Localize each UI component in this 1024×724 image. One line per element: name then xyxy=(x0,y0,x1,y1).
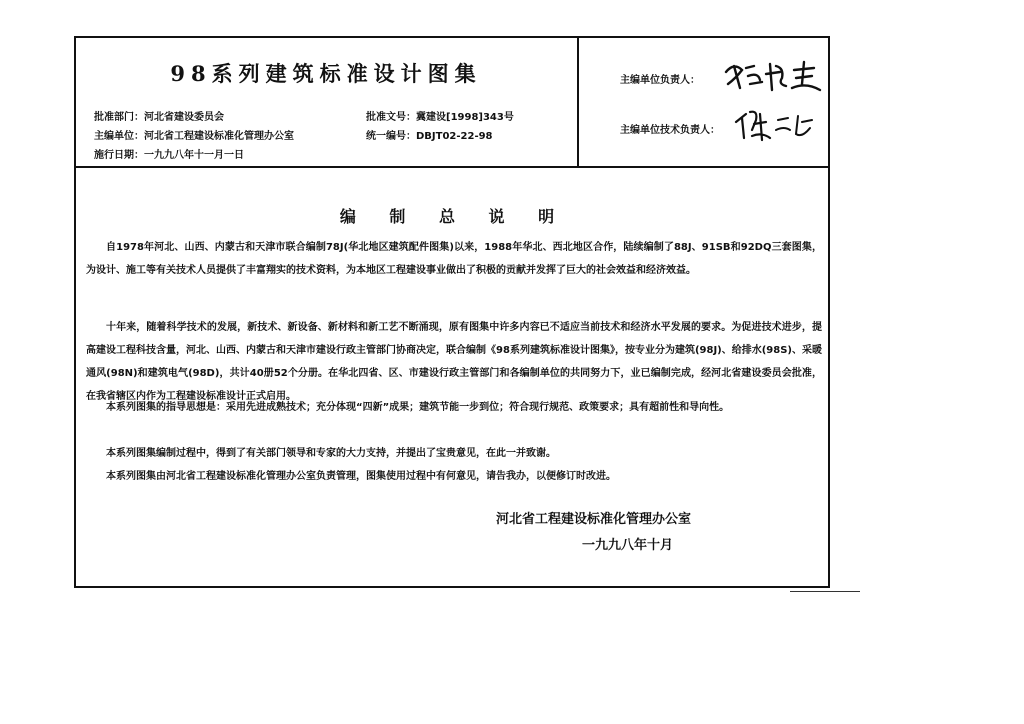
scan-edge-line xyxy=(790,591,860,592)
header-divider xyxy=(577,38,579,166)
paragraph-4: 本系列图集编制过程中，得到了有关部门领导和专家的大力支持，并提出了宝贵意见，在此一并致谢。 xyxy=(106,448,556,459)
approval-doc-no: 批准文号：冀建设[1998]343号 xyxy=(366,112,514,123)
signature-date: 一九九八年十月 xyxy=(582,538,674,553)
section-title: 编 制 总 说 明 xyxy=(339,207,569,226)
paragraph-1: 自1978年河北、山西、内蒙古和天津市联合编制78J(华北地区建筑配件图集)以来，1988年华北、西北地区合作，陆续编制了88J、91SB和92DQ三套图集，为设计、施工等有关技术人员提供了丰富翔实的技术资料，为本地区工程建设事业做出了积极的贡献并发挥了巨大的社会效益和经济效益。 xyxy=(86,242,822,276)
paragraph-5: 本系列图集由河北省工程建设标准化管理办公室负责管理，图集使用过程中有何意见，请告我办，以便修订时改进。 xyxy=(106,471,616,482)
approval-dept: 批准部门：河北省建设委员会 xyxy=(94,112,224,123)
effective-date: 施行日期：一九九八年十一月一日 xyxy=(94,150,244,161)
tech-chief-label: 主编单位技术负责人： xyxy=(620,125,720,136)
signature-organization: 河北省工程建设标准化管理办公室 xyxy=(496,512,692,527)
header-block xyxy=(76,38,828,168)
atlas-title: 98系列建筑标准设计图集 xyxy=(170,61,482,86)
chief-signature xyxy=(720,54,830,98)
paragraph-2: 十年来，随着科学技术的发展，新技术、新设备、新材料和新工艺不断涌现，原有图集中许多内容已不适应当前技术和经济水平发展的要求。为促进技术进步，提高建设工程科技含量，河北、山西、内蒙古和天津市建设行政主管部门协商决定，联合编制《98系列建筑标准设计图集》，按专业分为建筑(98J)、给排水(98S)、采暖通风(98N)和建筑电气(98D)，共计40册52个分册。在华北四省、区、市建设行政主管部门和各编制单位的共同努力下，业已编制完成，经河北省建设委员会批准，在我省辖区内作为工程建设标准设计正式启用。 xyxy=(86,322,822,402)
paragraph-3: 本系列图集的指导思想是：采用先进成熟技术；充分体现“四新”成果；建筑节能一步到位；符合现行规范、政策要求；具有超前性和导向性。 xyxy=(106,402,730,413)
document-sheet xyxy=(74,36,830,588)
editor-unit: 主编单位：河北省工程建设标准化管理办公室 xyxy=(94,131,294,142)
tech-chief-signature xyxy=(732,104,822,146)
unified-number: 统一编号：DBJT02-22-98 xyxy=(366,131,493,142)
chief-label: 主编单位负责人： xyxy=(620,75,700,86)
